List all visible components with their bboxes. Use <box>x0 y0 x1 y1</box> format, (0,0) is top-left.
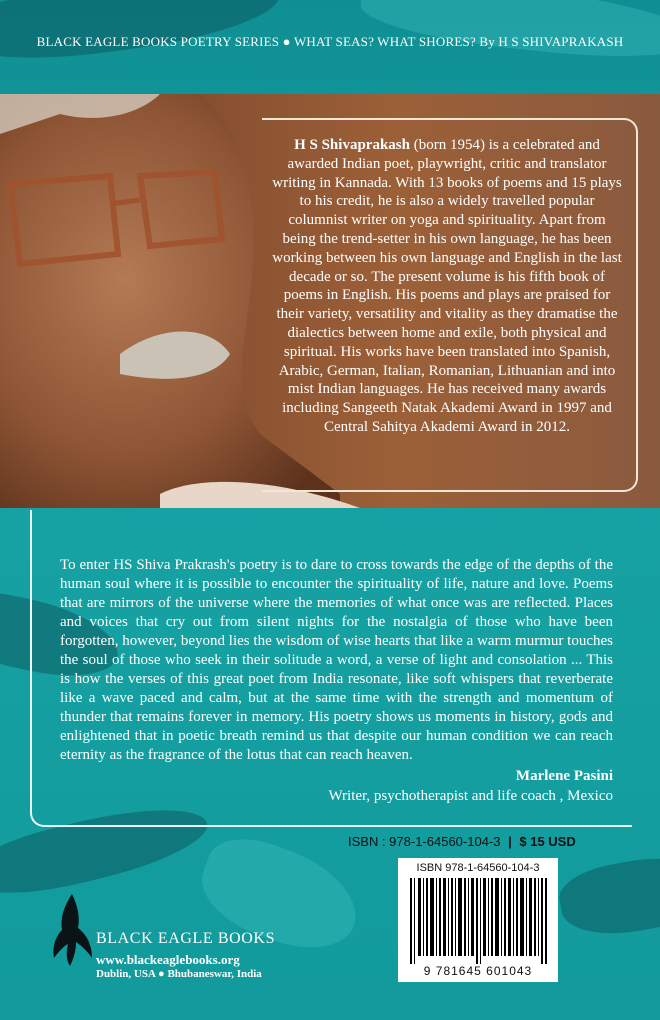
barcode <box>398 858 558 982</box>
review-text: To enter HS Shiva Prakrash's poetry is to dare to cross towards the edge of the depths of the human soul where it is possible to encounter the spirituality of life, nature and love. Poems that are mirrors of the universe where the memories of what once was are reflected. Places and voices that cry out from silent nights for the nostalgia of those who have been forgotten, however, beyond lies the wisdom of wise hearts that like a warm murmur touches the soul of those who seek in their solitude a word, a verse of light and consolation ... This is how the verses of this great poet from India resonate, like soft whispers that reverberate like a wave paced and calm, but at the same time with the strength and momentum of thunder that remains forever in memory. His poetry shows us moments in history, gods and enlightened that in poetic breath remind us that despite our human condition we can reach eternity as the fragrance of the lotus that can reach heaven. <box>60 557 613 763</box>
publisher-website: www.blackeaglebooks.org <box>96 952 240 967</box>
barcode-bars <box>410 878 548 964</box>
review-author-title: Writer, psychotherapist and life coach , Mexico <box>328 788 613 804</box>
author-bio <box>272 136 622 437</box>
barcode-digits: 9 781645 601043 <box>423 964 533 978</box>
bio-text: (born 1954) is a celebrated and awarded Indian poet, playwright, critic and translator writing in Kannada. With 13 books of poems and 15 plays to his credit, he is also a widely travelled popular columnist writer on yoga and spirituality. Apart from being the trend-setter in his own language, he has been working between his own language and English in the last decade or so. The present volume is his fifth book of poems in English. His poems and plays are praised for their variety, versatility and vitality as they dramatise the dialectics between home and exile, both physical and spiritual. His works have been translated into Spanish, Arabic, German, Italian, Romanian, Lithuanian and into mist Indian languages. He has received many awards including Sangeeth Natak Akademi Award in 1997 and Central Sahitya Akademi Award in 2012. <box>272 137 622 435</box>
author-name: H S Shivaprakash <box>294 137 410 153</box>
isbn-text: ISBN : 978-1-64560-104-3 <box>348 834 501 849</box>
price: $ 15 USD <box>519 834 576 849</box>
publisher-name: BLACK EAGLE BOOKS <box>96 930 276 947</box>
review-author: Marlene Pasini <box>515 768 613 784</box>
barcode-isbn-label: ISBN 978-1-64560-104-3 <box>416 862 540 874</box>
isbn-separator: | <box>508 834 512 849</box>
publisher-locations: Dublin, USA ● Bhubaneswar, India <box>96 968 262 980</box>
brush-stroke <box>555 847 660 944</box>
series-header: BLACK EAGLE BOOKS POETRY SERIES ● WHAT SEAS? WHAT SHORES? By H S SHIVAPRAKASH <box>36 34 624 49</box>
isbn-price-line <box>348 834 576 849</box>
eagle-logo-icon <box>50 892 94 968</box>
